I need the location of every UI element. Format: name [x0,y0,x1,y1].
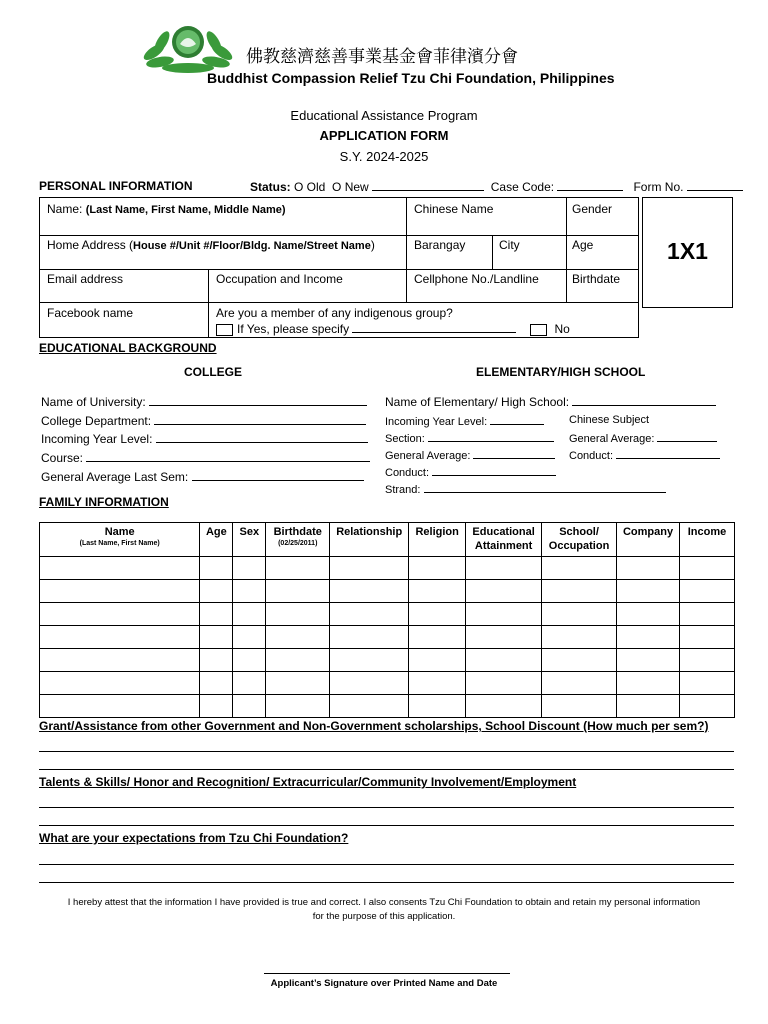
section-field[interactable] [385,430,554,446]
family-col-header [233,523,266,557]
family-cell[interactable] [266,626,330,649]
family-cell[interactable] [617,649,680,672]
family-cell[interactable] [40,672,200,695]
family-cell[interactable] [40,580,200,603]
course-blank[interactable] [86,450,370,462]
family-cell[interactable] [200,649,233,672]
expectations-answer-line-2[interactable] [39,882,734,883]
table-row [40,603,735,626]
status-old-option[interactable]: O Old [294,180,326,194]
indigenous-question: Are you a member of any indigenous group? [216,306,453,320]
indigenous-answer [216,321,570,336]
family-col-label: Religion [415,526,459,538]
section-label: Section: [385,433,425,445]
general-average-sem-label: General Average Last Sem: [41,470,189,484]
family-cell[interactable] [409,603,466,626]
family-cell[interactable] [409,626,466,649]
family-cell[interactable] [330,626,409,649]
family-col-header [40,523,200,557]
chinese-conduct-field[interactable] [569,447,720,463]
school-conduct-label: Conduct: [385,467,430,479]
school-name-field[interactable] [385,394,716,409]
family-col-header [466,523,542,557]
general-average-sem-blank[interactable] [192,469,364,481]
status-label: Status: [250,180,291,194]
org-chinese-name: 佛教慈濟慈善事業基金會菲律濱分會 [246,47,518,67]
chinese-average-field[interactable] [569,430,717,446]
if-yes-label: If Yes, please specify [237,322,350,336]
expectations-question: What are your expectations from Tzu Chi Foundation? [39,831,349,845]
school-title: ELEMENTARY/HIGH SCHOOL [476,365,646,379]
name-hint: (Last Name, First Name, Middle Name) [85,204,286,216]
family-col-label: Company [622,526,674,538]
family-cell[interactable] [617,557,680,580]
age-field[interactable]: Age [572,238,594,252]
family-cell[interactable] [266,603,330,626]
strand-blank[interactable] [424,481,666,493]
family-cell[interactable] [330,557,409,580]
family-col-header [409,523,466,557]
table-row [40,672,735,695]
family-col-label: Relationship [336,526,403,538]
family-heading: FAMILY INFORMATION [39,495,169,509]
facebook-field[interactable]: Facebook name [47,306,134,320]
family-cell[interactable] [266,695,330,718]
family-col-label: Name [104,526,135,538]
family-cell[interactable] [466,672,542,695]
strand-label: Strand: [385,484,421,496]
family-cell[interactable] [200,603,233,626]
college-year-field[interactable] [41,431,368,446]
grant-question: Grant/Assistance from other Government and Non-Government scholarships, School Discount (How much per sem?) [39,719,709,733]
family-cell[interactable] [330,695,409,718]
strand-field[interactable] [385,481,666,497]
family-cell[interactable] [200,672,233,695]
family-cell[interactable] [679,580,734,603]
family-cell[interactable] [409,695,466,718]
family-cell[interactable] [466,557,542,580]
family-cell[interactable] [40,626,200,649]
family-col-label: Sex [239,526,260,538]
family-col-label: Educational Attainment [472,526,535,552]
family-table [39,522,735,718]
status-new-blank[interactable] [372,179,484,191]
name-field[interactable] [47,202,286,217]
family-cell[interactable] [200,626,233,649]
university-field[interactable] [41,394,367,409]
family-col-label: Age [205,526,227,538]
case-code-blank[interactable] [557,179,623,191]
no-label: No [554,322,570,336]
family-cell[interactable] [200,557,233,580]
chinese-subject-label: Chinese Subject [569,414,650,426]
family-cell[interactable] [200,695,233,718]
photo-box[interactable] [642,197,733,308]
education-heading: EDUCATIONAL BACKGROUND [39,341,217,355]
family-col-label: Income [687,526,727,538]
school-average-blank[interactable] [473,447,555,459]
college-year-blank[interactable] [156,431,368,443]
family-cell[interactable] [40,557,200,580]
table-row [40,580,735,603]
family-cell[interactable] [679,672,734,695]
attestation-line-1: I hereby attest that the information I have provided is true and correct. I also consents Tzu Chi Foundation to obtain and retain my personal information [67,897,701,908]
family-cell[interactable] [266,580,330,603]
family-cell[interactable] [542,672,617,695]
family-cell[interactable] [233,695,266,718]
home-address-label: Home Address ( [47,238,134,252]
family-cell[interactable] [233,557,266,580]
family-cell[interactable] [40,649,200,672]
family-cell[interactable] [617,580,680,603]
occupation-field[interactable]: Occupation and Income [216,272,343,286]
name-label: Name: [47,202,83,216]
grant-answer-line-1[interactable] [39,751,734,752]
chinese-name-field[interactable]: Chinese Name [414,202,494,216]
cellphone-field[interactable]: Cellphone No./Landline [414,272,539,286]
family-col-header [330,523,409,557]
chinese-conduct-label: Conduct: [569,450,614,462]
birthdate-field[interactable]: Birthdate [572,272,621,286]
table-row [40,557,735,580]
attestation-line-2: for the purpose of this application. [312,911,456,922]
family-cell[interactable] [466,649,542,672]
chinese-average-blank[interactable] [657,430,717,442]
family-cell[interactable] [679,557,734,580]
department-blank[interactable] [154,413,366,425]
school-year-level-field[interactable] [385,413,544,429]
family-cell[interactable] [266,672,330,695]
personal-info-table [39,197,639,338]
photo-label: 1X1 [667,238,708,264]
home-address-field[interactable] [47,238,375,253]
barangay-field[interactable]: Barangay [414,238,466,252]
family-cell[interactable] [679,603,734,626]
family-cell[interactable] [466,626,542,649]
home-address-hint: House #/Unit #/Floor/Bldg. Name/Street Name [133,240,371,252]
department-field[interactable] [41,413,366,428]
family-cell[interactable] [200,580,233,603]
family-cell[interactable] [233,649,266,672]
form-no-label: Form No. [633,180,684,194]
family-cell[interactable] [266,557,330,580]
family-col-label: School/ Occupation [548,526,610,552]
school-year: S.Y. 2024-2025 [339,149,429,164]
family-cell[interactable] [617,695,680,718]
talents-answer-line-1[interactable] [39,807,734,808]
case-code-label: Case Code: [490,180,555,194]
table-row [40,626,735,649]
family-cell[interactable] [542,626,617,649]
email-field[interactable]: Email address [47,272,124,286]
family-col-header [266,523,330,557]
family-cell[interactable] [679,649,734,672]
family-col-header [679,523,734,557]
family-cell[interactable] [542,557,617,580]
yes-checkbox[interactable] [216,324,233,336]
family-cell[interactable] [409,649,466,672]
status-line [250,179,743,194]
family-cell[interactable] [542,649,617,672]
family-col-hint: (02/25/2011) [278,540,318,547]
talents-question: Talents & Skills/ Honor and Recognition/ Extracurricular/Community Involvement/Employment [39,775,577,789]
expectations-answer-line-1[interactable] [39,864,734,865]
school-name-label: Name of Elementary/ High School: [385,395,570,409]
home-address-close: ) [370,238,375,252]
signature-line[interactable] [264,973,510,974]
family-cell[interactable] [266,649,330,672]
school-conduct-blank[interactable] [432,464,556,476]
grant-answer-line-2[interactable] [39,769,734,770]
table-row [40,649,735,672]
family-col-label: Birthdate [273,526,322,538]
school-conduct-field[interactable] [385,464,556,480]
family-col-header [617,523,680,557]
personal-info-heading: PERSONAL INFORMATION [39,179,193,193]
family-cell[interactable] [233,626,266,649]
gender-field[interactable]: Gender [572,202,613,216]
course-field[interactable] [41,450,370,465]
program-title: Educational Assistance Program [290,108,478,123]
university-label: Name of University: [41,395,146,409]
family-cell[interactable] [409,580,466,603]
general-average-sem-field[interactable] [41,469,364,484]
status-new-option[interactable]: O New [332,180,369,194]
school-year-level-label: Incoming Year Level: [385,416,488,428]
family-cell[interactable] [330,603,409,626]
family-col-hint: (Last Name, First Name) [79,540,160,547]
family-cell[interactable] [466,580,542,603]
table-row [40,695,735,718]
family-cell[interactable] [330,649,409,672]
chinese-average-label: General Average: [569,433,655,445]
family-cell[interactable] [40,695,200,718]
family-col-header [542,523,617,557]
form-no-blank[interactable] [687,179,743,191]
college-year-label: Incoming Year Level: [41,432,153,446]
signature-label: Applicant’s Signature over Printed Name and Date [270,978,498,989]
family-cell[interactable] [233,672,266,695]
family-cell[interactable] [409,672,466,695]
family-cell[interactable] [617,626,680,649]
talents-answer-line-2[interactable] [39,825,734,826]
city-field[interactable]: City [499,238,520,252]
department-label: College Department: [41,414,152,428]
school-average-field[interactable] [385,447,555,463]
family-cell[interactable] [466,695,542,718]
school-average-label: General Average: [385,450,471,462]
no-checkbox[interactable] [530,324,547,336]
school-name-blank[interactable] [572,394,716,406]
tzu-chi-logo [140,22,236,74]
family-cell[interactable] [679,695,734,718]
college-title: COLLEGE [184,365,243,379]
family-cell[interactable] [466,603,542,626]
chinese-conduct-blank[interactable] [616,447,720,459]
section-blank[interactable] [428,430,554,442]
course-label: Course: [41,451,84,465]
family-cell[interactable] [542,580,617,603]
school-year-level-blank[interactable] [490,413,544,425]
family-cell[interactable] [233,580,266,603]
family-cell[interactable] [409,557,466,580]
specify-blank[interactable] [352,321,516,333]
family-cell[interactable] [617,603,680,626]
family-cell[interactable] [617,672,680,695]
form-title: APPLICATION FORM [319,128,449,143]
family-cell[interactable] [40,603,200,626]
family-col-header [200,523,233,557]
family-cell[interactable] [233,603,266,626]
family-cell[interactable] [542,603,617,626]
family-cell[interactable] [330,580,409,603]
university-blank[interactable] [149,394,367,406]
family-cell[interactable] [542,695,617,718]
family-cell[interactable] [679,626,734,649]
org-english-name: Buddhist Compassion Relief Tzu Chi Foundation, Philippines [207,70,615,86]
family-cell[interactable] [330,672,409,695]
